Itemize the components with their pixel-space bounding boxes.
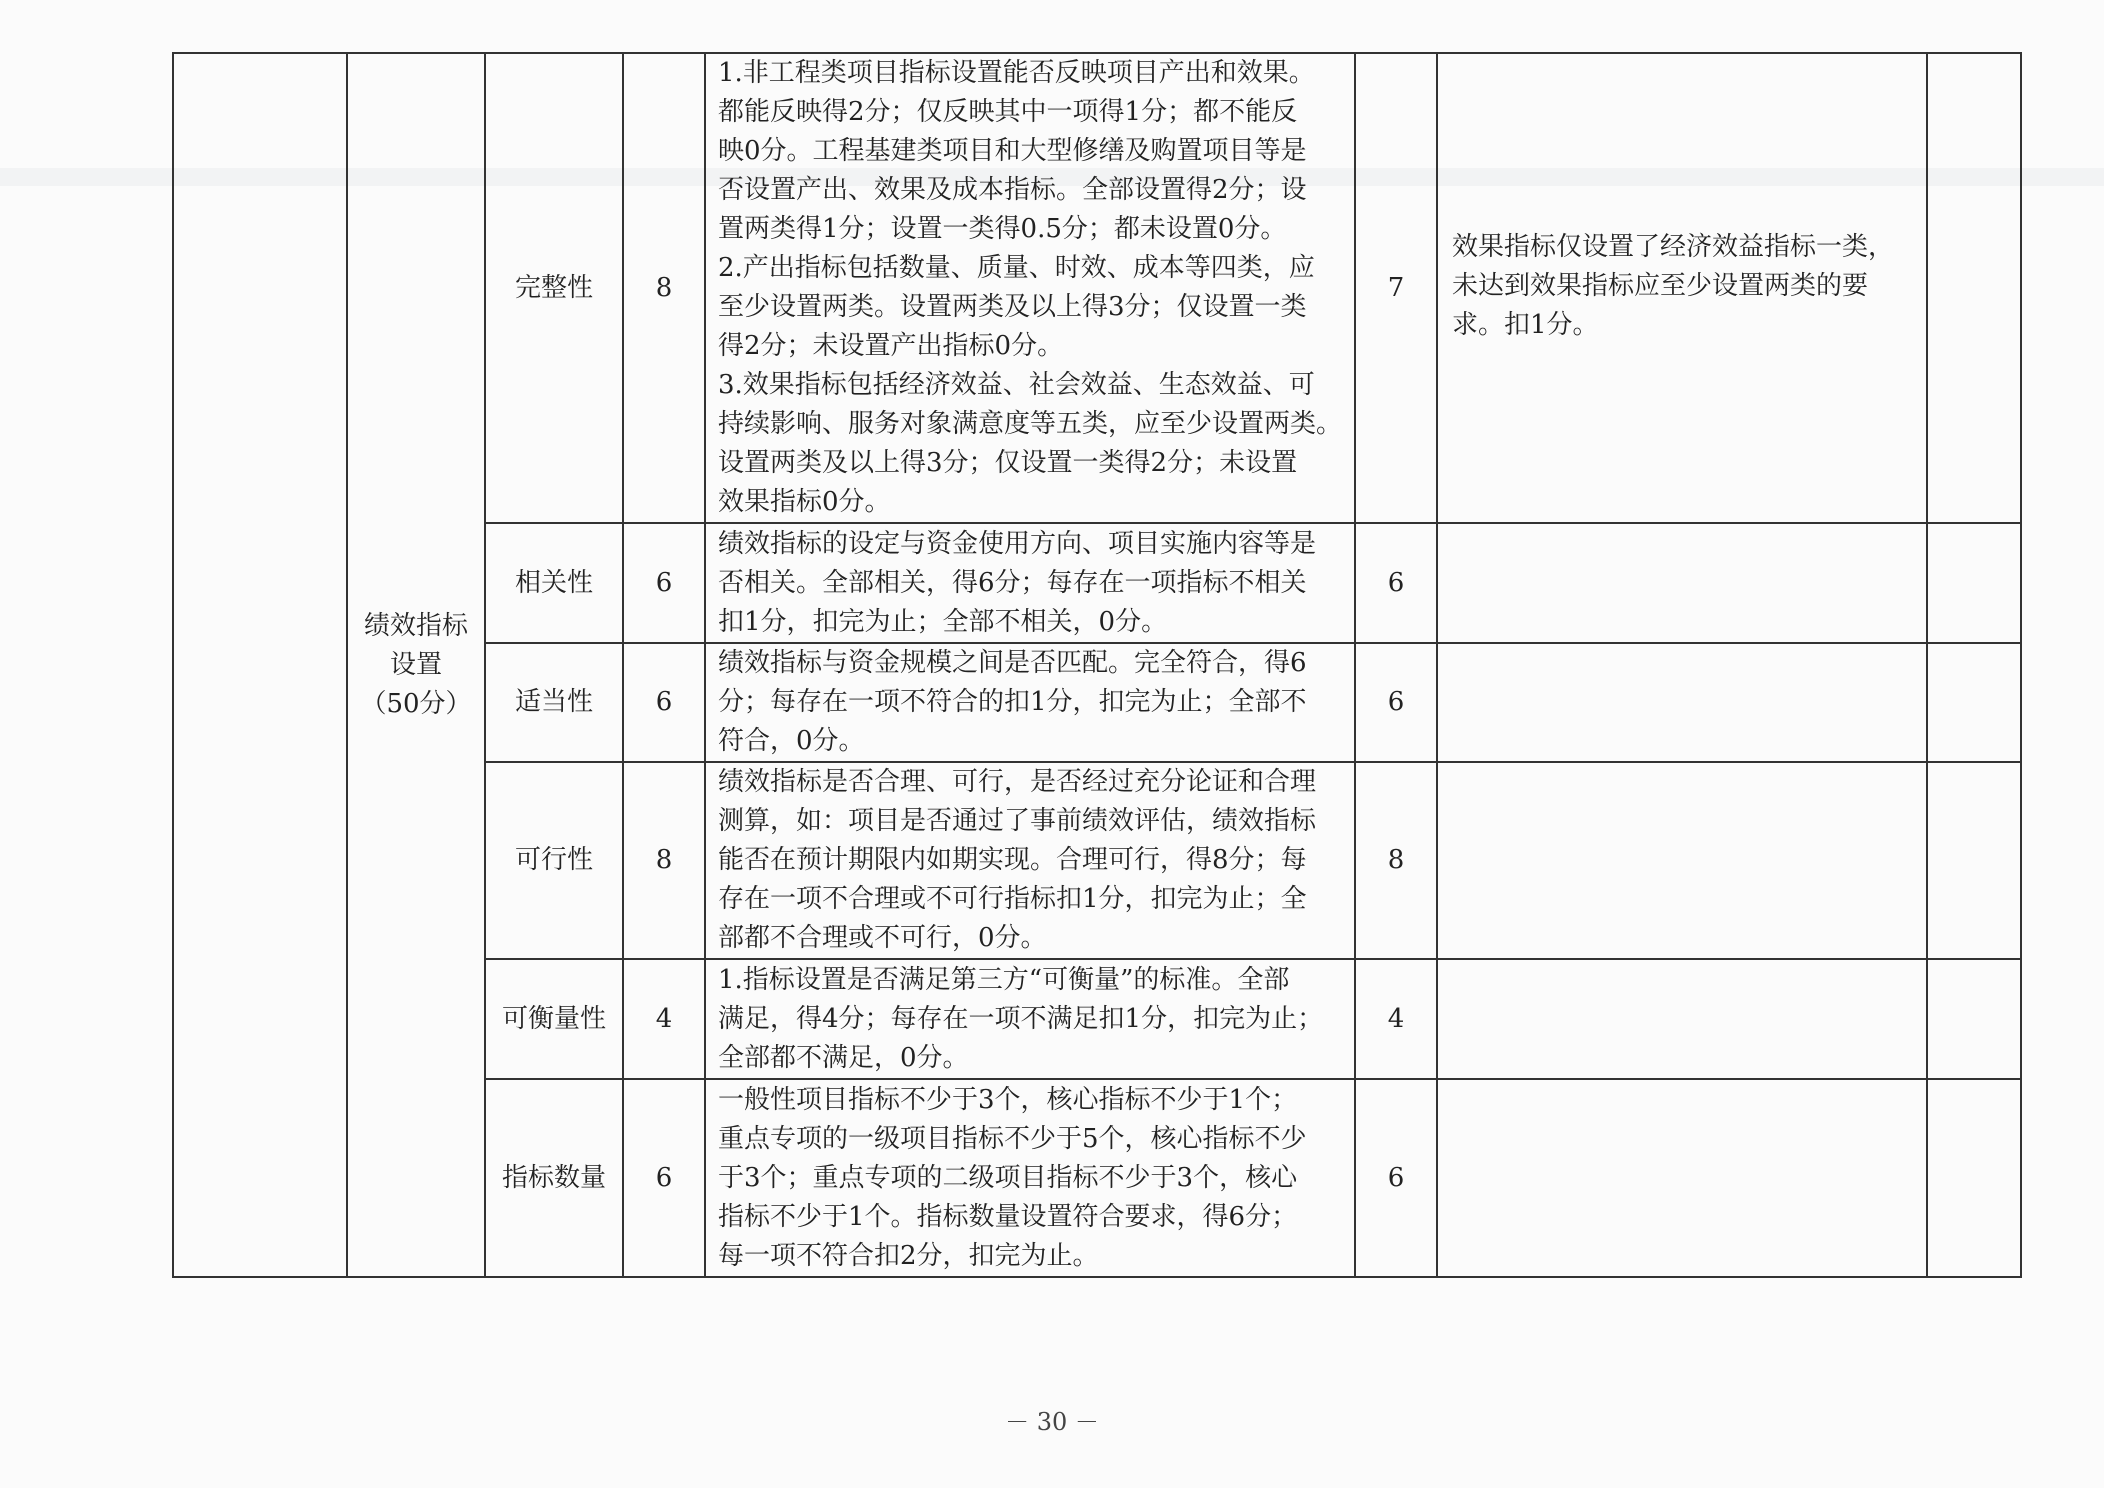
indicator-weight: 4 [623, 959, 705, 1079]
score-cell: 4 [1355, 959, 1437, 1079]
blank-first-level-cell [173, 53, 347, 1277]
score-cell: 6 [1355, 1079, 1437, 1277]
score-cell: 6 [1355, 523, 1437, 643]
indicator-weight: 6 [623, 523, 705, 643]
criteria-line: 至少设置两类。设置两类及以上得3分；仅设置一类 [718, 292, 1307, 322]
criteria-line: 满足，得4分；每存在一项不满足扣1分，扣完为止； [718, 1003, 1324, 1034]
extra-cell [1927, 643, 2021, 762]
criteria-line: 每一项不符合扣2分，扣完为止。 [718, 1240, 1099, 1271]
criteria-cell [705, 959, 1355, 1079]
criteria-line: 1.指标设置是否满足第三方“可衡量”的标准。全部 [718, 964, 1290, 995]
criteria-line: 扣1分，扣完为止；全部不相关，0分。 [718, 606, 1168, 637]
criteria-line: 映0分。工程基建类项目和大型修缮及购置项目等是 [718, 136, 1307, 166]
note-cell [1437, 762, 1927, 959]
criteria-line: 3.效果指标包括经济效益、社会效益、生态效益、可 [718, 370, 1315, 400]
criteria-cell [705, 762, 1355, 959]
indicator-name: 适当性 [485, 643, 623, 762]
page-number: － 30 － [1005, 1408, 1099, 1436]
criteria-line: 1.非工程类项目指标设置能否反映项目产出和效果。 [718, 58, 1315, 88]
criteria-line: 否设置产出、效果及成本指标。全部设置得2分；设 [718, 175, 1307, 205]
criteria-line: 置两类得1分；设置一类得0.5分；都未设置0分。 [718, 214, 1287, 244]
category-line: （50分） [360, 688, 472, 719]
criteria-cell [705, 523, 1355, 643]
indicator-weight: 6 [623, 643, 705, 762]
indicator-name: 可行性 [485, 762, 623, 959]
indicator-weight: 8 [623, 53, 705, 523]
criteria-line: 指标不少于1个。指标数量设置符合要求，得6分； [718, 1201, 1298, 1232]
criteria-cell [705, 1079, 1355, 1277]
criteria-line: 测算，如：项目是否通过了事前绩效评估，绩效指标 [718, 806, 1317, 836]
criteria-cell [705, 53, 1355, 523]
score-cell: 6 [1355, 643, 1437, 762]
criteria-line: 符合，0分。 [718, 726, 865, 756]
category-cell [347, 53, 485, 1277]
category-line: 绩效指标 [363, 610, 468, 641]
criteria-line: 得2分；未设置产出指标0分。 [718, 331, 1064, 361]
criteria-line: 绩效指标的设定与资金使用方向、项目实施内容等是 [718, 528, 1317, 559]
extra-cell [1927, 1079, 2021, 1277]
criteria-line: 否相关。全部相关，得6分；每存在一项指标不相关 [718, 567, 1307, 598]
criteria-line: 存在一项不合理或不可行指标扣1分，扣完为止；全 [718, 884, 1307, 914]
indicator-name: 可衡量性 [485, 959, 623, 1079]
note-cell [1437, 1079, 1927, 1277]
score-cell: 7 [1355, 53, 1437, 523]
criteria-line: 绩效指标与资金规模之间是否匹配。完全符合，得6 [718, 648, 1307, 678]
criteria-line: 于3个；重点专项的二级项目指标不少于3个，核心 [718, 1162, 1298, 1193]
indicator-name: 指标数量 [485, 1079, 623, 1277]
criteria-line: 都能反映得2分；仅反映其中一项得1分；都不能反 [718, 97, 1298, 127]
score-cell: 8 [1355, 762, 1437, 959]
criteria-line: 一般性项目指标不少于3个，核心指标不少于1个； [718, 1084, 1298, 1115]
criteria-line: 绩效指标是否合理、可行，是否经过充分论证和合理 [718, 767, 1317, 797]
criteria-line: 持续影响、服务对象满意度等五类，应至少设置两类。 [718, 409, 1343, 439]
criteria-line: 效果指标0分。 [718, 487, 891, 517]
criteria-line: 2.产出指标包括数量、质量、时效、成本等四类，应 [718, 253, 1315, 283]
table-row [173, 53, 2021, 523]
indicator-weight: 6 [623, 1079, 705, 1277]
note-line: 求。扣1分。 [1452, 310, 1599, 340]
criteria-line: 全部都不满足，0分。 [718, 1042, 969, 1073]
extra-cell [1927, 53, 2021, 523]
indicator-weight: 8 [623, 762, 705, 959]
criteria-cell [705, 643, 1355, 762]
criteria-line: 重点专项的一级项目指标不少于5个，核心指标不少 [718, 1123, 1307, 1154]
criteria-line: 部都不合理或不可行，0分。 [718, 923, 1047, 953]
note-line: 效果指标仅设置了经济效益指标一类， [1452, 232, 1895, 262]
criteria-line: 能否在预计期限内如期实现。合理可行，得8分；每 [718, 845, 1307, 875]
extra-cell [1927, 523, 2021, 643]
criteria-line: 设置两类及以上得3分；仅设置一类得2分；未设置 [718, 448, 1298, 478]
note-cell [1437, 959, 1927, 1079]
indicator-name: 相关性 [485, 523, 623, 643]
criteria-line: 分；每存在一项不符合的扣1分，扣完为止；全部不 [718, 687, 1307, 717]
category-line: 设置 [389, 649, 442, 680]
evaluation-table [172, 52, 2022, 1278]
note-cell [1437, 643, 1927, 762]
indicator-name: 完整性 [485, 53, 623, 523]
extra-cell [1927, 762, 2021, 959]
note-line: 未达到效果指标应至少设置两类的要 [1452, 271, 1869, 301]
note-cell [1437, 53, 1927, 523]
note-cell [1437, 523, 1927, 643]
extra-cell [1927, 959, 2021, 1079]
